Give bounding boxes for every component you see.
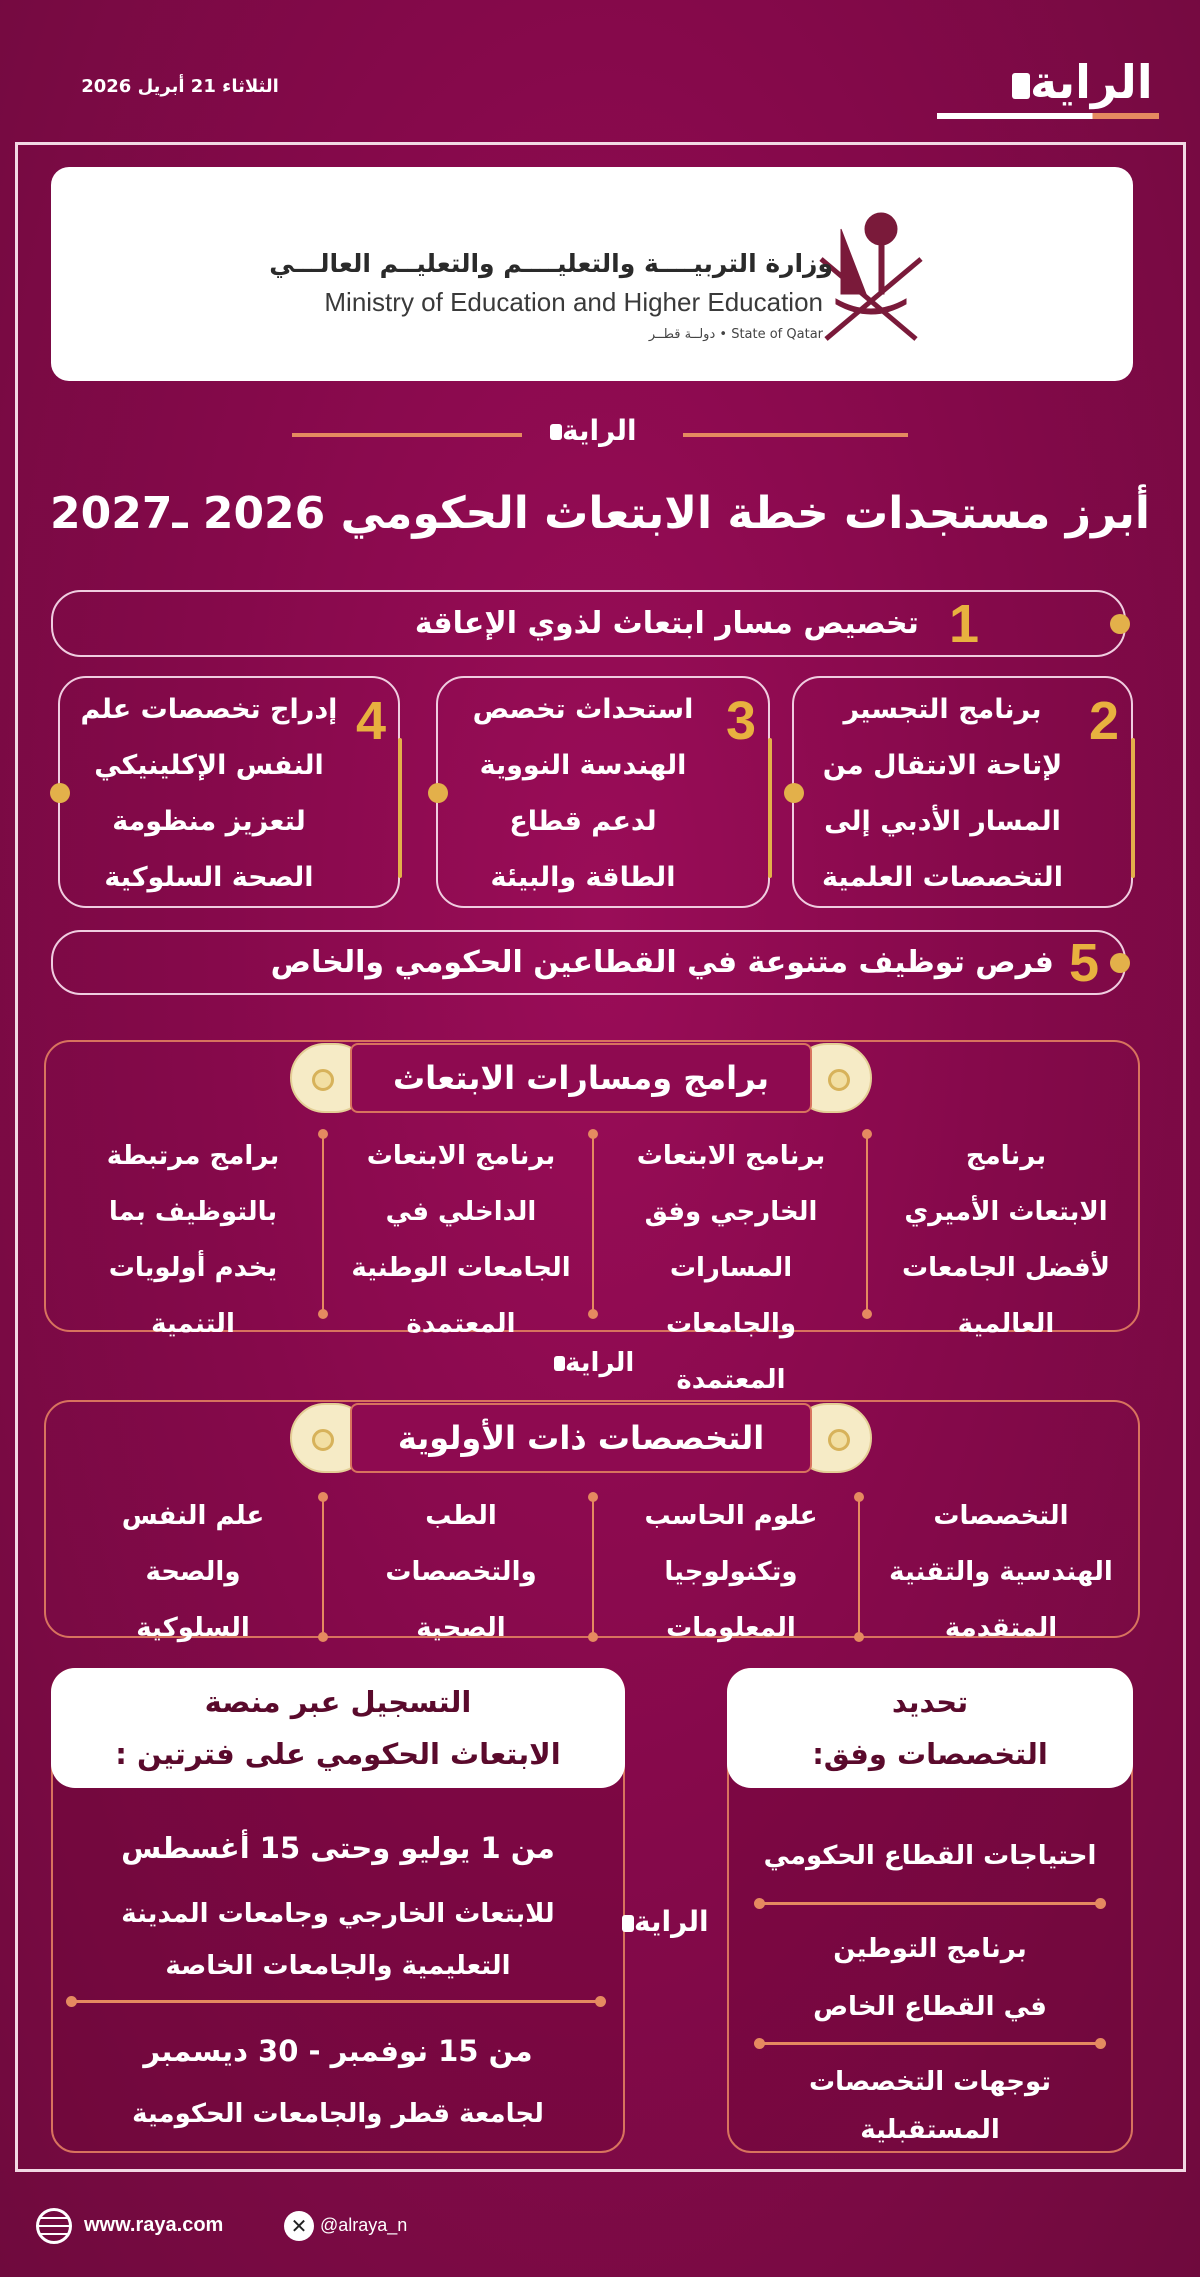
criteria-line: توجهات التخصصات (808, 2067, 1052, 2097)
highlight-line: إدراج تخصصات علم (80, 694, 338, 725)
criteria-box (727, 1668, 1133, 2153)
highlight-line: برنامج التجسير (843, 694, 1042, 725)
highlight-number: 4 (355, 691, 386, 751)
programs-header (290, 1043, 872, 1113)
highlight-line: استحداث تخصص (472, 694, 694, 725)
program-line: الجامعات الوطنية (351, 1253, 571, 1283)
scroll-knob-icon (828, 1069, 850, 1091)
criteria-title-line: التخصصات وفق: (812, 1737, 1048, 1771)
criteria-title (727, 1668, 1133, 1788)
registration-title-line: الابتعاث الحكومي على فترتين : (115, 1737, 561, 1771)
priority-item (336, 1488, 586, 1656)
highlight-3 (436, 676, 770, 908)
priority-item (68, 1488, 318, 1656)
scroll-knob-icon (828, 1429, 850, 1451)
program-line: المعتمدة (676, 1365, 786, 1395)
period-line: التعليمية والجامعات الخاصة (165, 1951, 511, 1981)
criteria-line: المستقبلية (860, 2115, 1000, 2145)
bullet-dot (784, 783, 804, 803)
registration-title-line: التسجيل عبر منصة (204, 1685, 472, 1719)
accent-bar (398, 738, 402, 878)
brand-emblem-icon (622, 1915, 634, 1932)
period2-detail (53, 2088, 623, 2140)
criteria-item (729, 1920, 1131, 2036)
brand-logo-text: الراية (1030, 55, 1153, 109)
page-title: أبرز مستجدات خطة الابتعاث الحكومي 2026 ـ2027 (50, 488, 1150, 539)
priority-line: والتخصصات (385, 1557, 537, 1587)
highlight-line: النفس الإكلينيكي (94, 750, 324, 781)
separator (759, 1902, 1101, 1905)
column-divider (322, 1134, 324, 1314)
highlight-4 (58, 676, 400, 908)
globe-icon (36, 2208, 72, 2244)
brand-logo-small (548, 414, 637, 447)
criteria-line: احتياجات القطاع الحكومي (763, 1841, 1097, 1871)
highlight-2 (792, 676, 1133, 908)
priority-line: الطب (425, 1501, 497, 1531)
scroll-knob-icon (312, 1429, 334, 1451)
brand-logo-text: الراية (562, 414, 637, 447)
separator (71, 2000, 601, 2003)
program-item (336, 1128, 586, 1352)
highlight-line: الصحة السلوكية (104, 862, 314, 893)
accent-bar (1131, 738, 1135, 878)
brand-logo-small (620, 1905, 709, 1938)
period2-dates: من 15 نوفمبر - 30 ديسمبر (143, 2034, 533, 2068)
column-divider (592, 1497, 594, 1637)
program-item (606, 1128, 856, 1408)
highlight-line: الطاقة والبيئة (490, 862, 676, 893)
program-line: التنمية (151, 1309, 235, 1339)
highlight-line: التخصصات العلمية (822, 862, 1063, 893)
program-line: برنامج (965, 1141, 1047, 1171)
highlight-1 (51, 590, 1126, 657)
ministry-name-en: Ministry of Education and Higher Education (324, 287, 823, 317)
criteria-line: برنامج التوطين (833, 1934, 1027, 1964)
period-line: للابتعاث الخارجي وجامعات المدينة (121, 1899, 555, 1929)
program-line: العالمية (957, 1309, 1055, 1339)
column-divider (592, 1134, 594, 1314)
column-divider (858, 1497, 860, 1637)
program-line: برنامج الابتعاث (636, 1141, 826, 1171)
separator (759, 2042, 1101, 2045)
date: الثلاثاء 21 أبريل 2026 (81, 76, 279, 97)
program-line: الداخلي في (385, 1197, 537, 1227)
highlight-number: 2 (1088, 691, 1119, 751)
highlight-line: لإتاحة الانتقال من (822, 750, 1063, 781)
period1-detail (53, 1888, 623, 1992)
bullet-dot (50, 783, 70, 803)
criteria-line: في القطاع الخاص (813, 1992, 1047, 2022)
programs-title: برامج ومسارات الابتعاث (350, 1043, 812, 1113)
registration-title (51, 1668, 625, 1788)
scroll-knob-icon (312, 1069, 334, 1091)
priority-line: والصحة (145, 1557, 241, 1587)
program-line: الخارجي وفق (644, 1197, 818, 1227)
priorities-title: التخصصات ذات الأولوية (350, 1403, 812, 1473)
priority-line: الصحية (416, 1613, 506, 1643)
highlight-line: لدعم قطاع (509, 806, 657, 837)
program-line: بالتوظيف بما (108, 1197, 278, 1227)
registration-box (51, 1668, 625, 2153)
criteria-item (729, 2058, 1131, 2154)
brand-logo-small (552, 1348, 634, 1378)
priority-item (606, 1488, 856, 1656)
priority-line: التخصصات (933, 1501, 1069, 1531)
priority-line: الهندسية والتقنية (889, 1557, 1113, 1587)
highlight-text: فرص توظيف متنوعة في القطاعين الحكومي والخاص (270, 945, 1054, 980)
program-line: لأفضل الجامعات (901, 1253, 1111, 1283)
program-item (68, 1128, 318, 1352)
brand-emblem-icon (554, 1356, 565, 1371)
column-divider (322, 1497, 324, 1637)
divider-line (683, 433, 908, 437)
highlight-line: المسار الأدبي إلى (824, 806, 1061, 837)
brand-emblem-icon (1012, 73, 1030, 99)
bullet-dot (428, 783, 448, 803)
ministry-logo-box (51, 167, 1133, 381)
highlight-line: الهندسة النووية (479, 750, 687, 781)
brand-logo-text: الراية (565, 1348, 635, 1378)
priority-line: علم النفس (121, 1501, 265, 1531)
highlight-number: 1 (948, 593, 979, 654)
bullet-dot (1110, 614, 1130, 634)
divider-line (292, 433, 522, 437)
x-twitter-icon: ✕ (284, 2211, 314, 2241)
program-line: برامج مرتبطة (106, 1141, 280, 1171)
brand-logo-text: الراية (634, 1905, 709, 1938)
program-line: الابتعاث الأميري (904, 1197, 1108, 1227)
highlight-text: تخصيص مسار ابتعاث لذوي الإعاقة (414, 606, 919, 641)
program-line: يخدم أولويات (108, 1253, 278, 1283)
period1-dates: من 1 يوليو وحتى 15 أغسطس (121, 1831, 555, 1865)
brand-logo (1010, 55, 1153, 109)
criteria-title-line: تحديد (891, 1685, 969, 1719)
brand-underline (937, 113, 1159, 119)
program-line: برنامج الابتعاث (366, 1141, 556, 1171)
highlight-number: 5 (1068, 932, 1099, 993)
criteria-item (729, 1830, 1131, 1882)
bullet-dot (1110, 953, 1130, 973)
twitter-handle[interactable]: @alraya_n (320, 2215, 408, 2235)
state-of-qatar: State of Qatar • دولــة قطــر (648, 327, 823, 342)
program-item (881, 1128, 1131, 1352)
highlight-number: 3 (725, 691, 756, 751)
priority-item (876, 1488, 1126, 1656)
website-link[interactable]: www.raya.com (84, 2214, 224, 2236)
ministry-name-ar: وزارة التربيــــة والتعليــــم والتعليــم العالـــي (269, 249, 833, 278)
priority-line: السلوكية (136, 1613, 250, 1643)
program-line: المسارات والجامعات (666, 1253, 796, 1339)
highlight-line: لتعزيز منظومة (112, 806, 306, 837)
priority-line: المتقدمة (944, 1613, 1058, 1643)
column-divider (866, 1134, 868, 1314)
priorities-header (290, 1403, 872, 1473)
priority-line: علوم الحاسب (644, 1501, 818, 1531)
period-line: لجامعة قطر والجامعات الحكومية (132, 2099, 544, 2129)
brand-emblem-icon (550, 424, 562, 440)
program-line: المعتمدة (406, 1309, 516, 1339)
accent-bar (768, 738, 772, 878)
highlight-5 (51, 930, 1126, 995)
priority-line: المعلومات (666, 1613, 796, 1643)
priority-line: وتكنولوجيا (664, 1557, 798, 1587)
